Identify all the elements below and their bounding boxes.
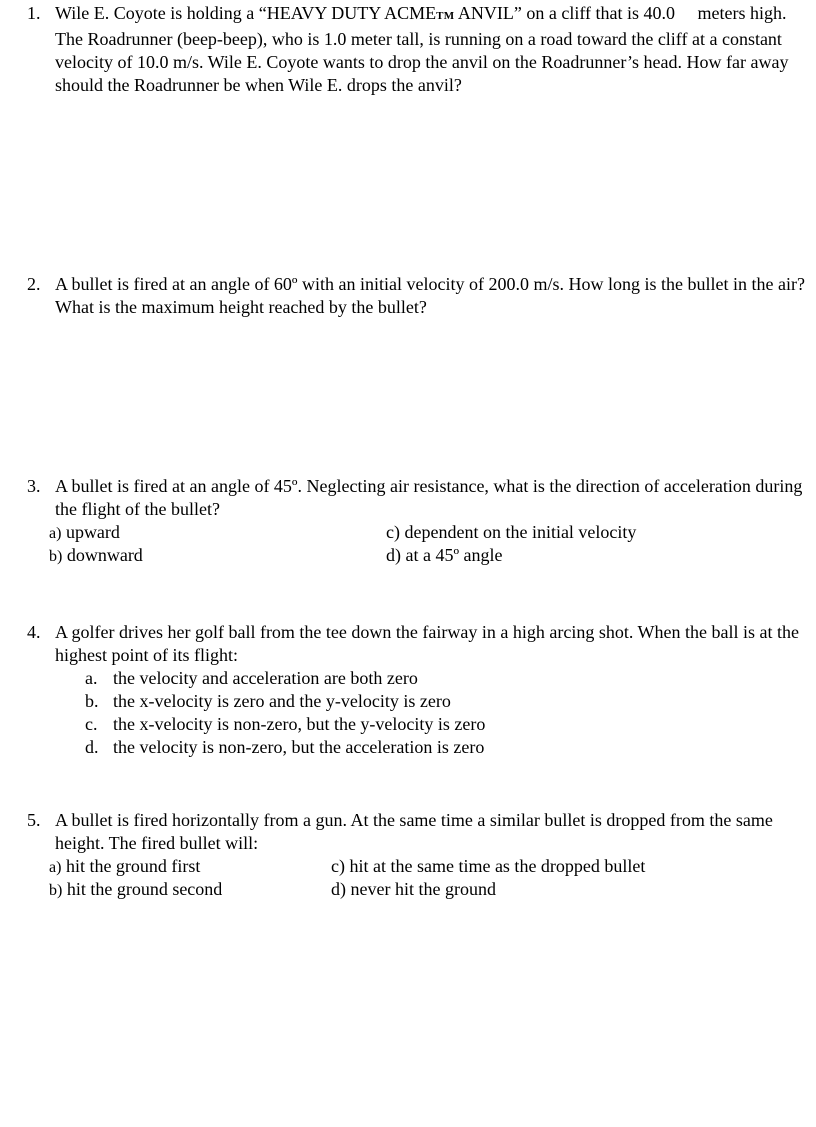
choice-b: [49, 878, 222, 902]
question-text-part: ANVIL” on a cliff that is 40.0 meters high. The Roadrunner (beep-beep), who is 1.0 meter tall, is running on a road toward the cliff at a constant velocity of 10.0 m/s. Wile E. Coyote wants to drop the anvil on the Roadrunner’s head. How far away should the Roadrunner be when Wile E. drops the anvil?: [55, 3, 789, 95]
question-number: 2.: [27, 274, 41, 294]
choice-text: the x-velocity is non-zero, but the y-velocity is zero: [113, 714, 486, 734]
question-number: 1.: [27, 3, 41, 23]
choice-text: hit the ground first: [61, 856, 201, 876]
answer-choices: [27, 855, 813, 901]
choice-c: [85, 713, 813, 736]
choice-text: the velocity is non-zero, but the acceleration is zero: [113, 737, 485, 757]
question-number: 4.: [27, 622, 41, 642]
choice-d: [331, 878, 496, 901]
choice-label: a.: [85, 668, 98, 688]
answer-choices: [27, 521, 813, 567]
question-text: A bullet is fired at an angle of 60º with an initial velocity of 200.0 m/s. How long is the bullet in the air? What is the maximum height reached by the bullet?: [55, 274, 805, 317]
choice-label: b.: [85, 691, 99, 711]
choice-text: c) dependent on the initial velocity: [386, 522, 637, 542]
choice-a: [49, 521, 120, 545]
question-3: [27, 475, 813, 567]
choice-a: [85, 667, 813, 690]
choice-label: d.: [85, 737, 99, 757]
answer-choices: [85, 667, 813, 759]
choice-a: [49, 855, 200, 879]
choice-label: b): [49, 548, 63, 565]
choice-d: [85, 736, 813, 759]
question-text: [55, 2, 813, 97]
choice-label: a): [49, 859, 62, 876]
question-text: A bullet is fired horizontally from a gun. At the same time a similar bullet is dropped from the same height. The fired bullet will:: [55, 810, 773, 853]
question-text-part: Wile E. Coyote is holding a “HEAVY DUTY ACME: [55, 3, 437, 23]
question-1: [27, 2, 813, 97]
choice-text: c) hit at the same time as the dropped bullet: [331, 856, 646, 876]
choice-text: hit the ground second: [62, 879, 223, 899]
choice-text: d) at a 45º angle: [386, 545, 503, 565]
choice-c: [331, 855, 645, 878]
question-number: 5.: [27, 810, 41, 830]
choice-b: [85, 690, 813, 713]
question-text: A bullet is fired at an angle of 45º. Neglecting air resistance, what is the direction of acceleration during the flight of the bullet?: [55, 476, 803, 519]
choice-d: [386, 544, 503, 567]
choice-label: a): [49, 525, 62, 542]
question-text: A golfer drives her golf ball from the tee down the fairway in a high arcing shot. When the ball is at the highest point of its flight:: [55, 622, 799, 665]
question-number: 3.: [27, 476, 41, 496]
trademark-mark: TM: [436, 10, 455, 22]
choice-text: the x-velocity is zero and the y-velocity is zero: [113, 691, 451, 711]
choice-text: upward: [61, 522, 120, 542]
choice-b: [49, 544, 143, 568]
choice-text: d) never hit the ground: [331, 879, 496, 899]
choice-label: c.: [85, 714, 98, 734]
choice-text: downward: [62, 545, 143, 565]
question-4: [27, 621, 813, 759]
question-5: [27, 809, 813, 901]
choice-label: b): [49, 882, 63, 899]
question-2: [27, 273, 813, 319]
choice-c: [386, 521, 636, 544]
choice-text: the velocity and acceleration are both zero: [113, 668, 418, 688]
